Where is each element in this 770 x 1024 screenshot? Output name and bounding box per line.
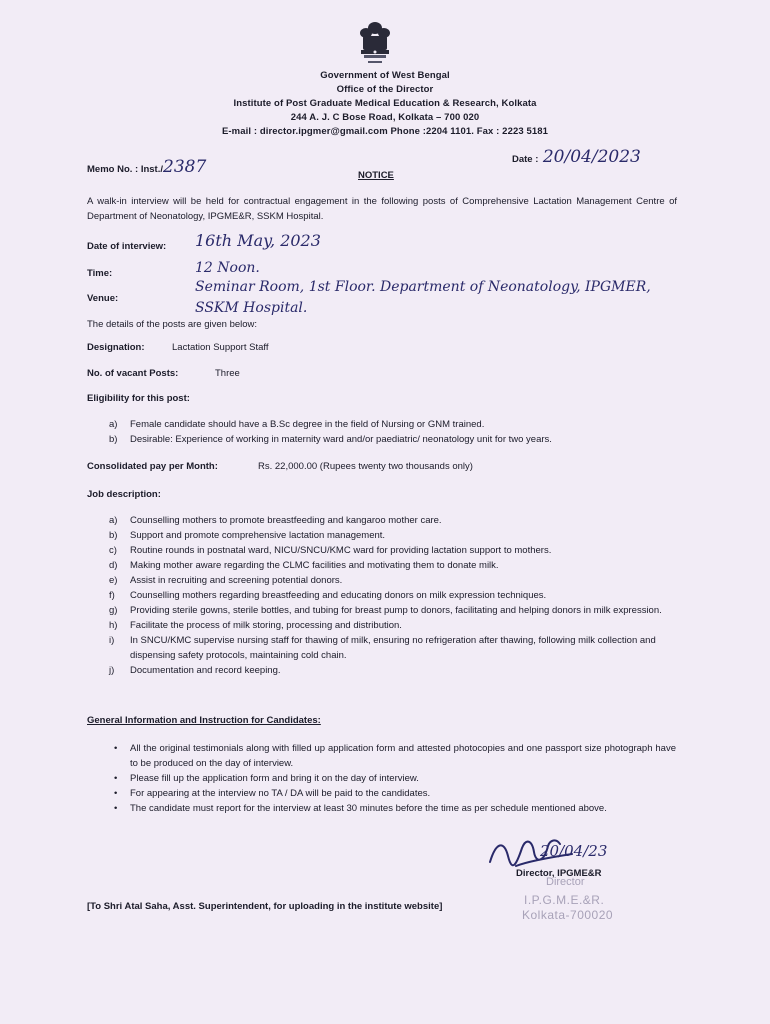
general-list <box>114 741 676 816</box>
list-text: Desirable: Experience of working in maternity ward and/or paediatric/ neonatology unit for two years. <box>130 434 552 445</box>
list-text: Counselling mothers to promote breastfeeding and kangaroo mother care. <box>130 515 442 526</box>
bullet-icon: • <box>114 743 118 754</box>
list-item <box>109 588 678 603</box>
job-heading: Job description: <box>87 489 161 500</box>
stamp-line-city: Kolkata-700020 <box>522 908 614 922</box>
list-text: Assist in recruiting and screening potential donors. <box>130 575 343 586</box>
list-marker: i) <box>109 635 115 646</box>
list-item <box>109 543 678 558</box>
list-text: Support and promote comprehensive lactation management. <box>130 530 386 541</box>
list-text: All the original testimonials along with filled up application form and attested photocopies and one passport size photograph have to be produced on the day of interview. <box>130 743 676 769</box>
job-list <box>109 513 678 678</box>
header-address: 244 A. J. C Bose Road, Kolkata – 700 020 <box>290 112 480 123</box>
list-marker: e) <box>109 575 118 586</box>
list-item <box>109 558 678 573</box>
eligibility-list <box>109 417 690 447</box>
general-heading: General Information and Instruction for Candidates: <box>87 715 321 726</box>
list-item <box>109 573 678 588</box>
memo-line <box>87 157 206 177</box>
list-item <box>114 771 676 786</box>
bullet-icon: • <box>114 773 118 784</box>
header-institute: Institute of Post Graduate Medical Education & Research, Kolkata <box>233 98 537 109</box>
designation-label: Designation: <box>87 342 145 353</box>
list-marker: g) <box>109 605 118 616</box>
list-text: Counselling mothers regarding breastfeeding and educating donors on milk expression techniques. <box>130 590 547 601</box>
list-item <box>109 417 690 432</box>
list-text: For appearing at the interview no TA / DA will be paid to the candidates. <box>130 788 431 799</box>
bullet-icon: • <box>114 788 118 799</box>
list-item <box>109 528 678 543</box>
list-item <box>114 786 676 801</box>
date-label: Date : <box>512 154 539 165</box>
bullet-icon: • <box>114 803 118 814</box>
list-item <box>109 618 678 633</box>
intro-paragraph: A walk-in interview will be held for contractual engagement in the following posts of Comprehensive Lactation Management Centre of Department of Neonatology, IPGME&R, SSKM Hospital. <box>87 196 677 222</box>
list-item <box>109 432 690 447</box>
vacancies-value: Three <box>215 368 240 379</box>
list-marker: b) <box>109 434 118 445</box>
venue-line1: Seminar Room, 1st Floor. Department of Neonatology, IPGMER, <box>195 279 651 295</box>
date-value: 20/04/2023 <box>542 147 641 167</box>
header-office: Office of the Director <box>336 84 434 95</box>
list-item <box>109 603 678 618</box>
list-text: Facilitate the process of milk storing, processing and distribution. <box>130 620 402 631</box>
interview-date-value: 16th May, 2023 <box>195 231 321 250</box>
list-text: Documentation and record keeping. <box>130 665 281 676</box>
date-line <box>512 147 641 167</box>
list-text: Routine rounds in postnatal ward, NICU/SNCU/KMC ward for providing lactation support to mothers. <box>130 545 552 556</box>
stamp-line-director: Director <box>546 876 585 888</box>
list-marker: b) <box>109 530 118 541</box>
vacancies-label: No. of vacant Posts: <box>87 368 179 379</box>
interview-time-value: 12 Noon. <box>195 260 260 276</box>
list-item <box>114 741 676 771</box>
list-item <box>109 513 678 528</box>
header-government: Government of West Bengal <box>320 70 450 81</box>
state-emblem-icon <box>354 18 396 68</box>
details-intro: The details of the posts are given below: <box>87 319 258 330</box>
list-marker: c) <box>109 545 117 556</box>
header-contact: E-mail : director.ipgmer@gmail.com Phone :2204 1101. Fax : 2223 5181 <box>221 126 548 137</box>
list-item <box>109 633 678 663</box>
stamp-line-institute: I.P.G.M.E.&R. <box>524 893 605 907</box>
memo-label: Memo No. : Inst./ <box>87 164 163 175</box>
signature-date: 20/04/23 <box>540 842 608 860</box>
list-marker: d) <box>109 560 118 571</box>
venue-line2: SSKM Hospital. <box>195 300 308 316</box>
venue-label: Venue: <box>87 293 119 304</box>
interview-time-label: Time: <box>87 268 113 279</box>
list-marker: j) <box>109 665 115 676</box>
list-item <box>114 801 676 816</box>
list-text: Female candidate should have a B.Sc degree in the field of Nursing or GNM trained. <box>130 419 485 430</box>
memo-number: 2387 <box>163 157 207 177</box>
list-text: Making mother aware regarding the CLMC facilities and motivating them to donate milk. <box>130 560 499 571</box>
pay-label: Consolidated pay per Month: <box>87 461 218 472</box>
list-marker: h) <box>109 620 118 631</box>
list-marker: a) <box>109 419 118 430</box>
list-marker: a) <box>109 515 118 526</box>
pay-value: Rs. 22,000.00 (Rupees twenty two thousands only) <box>258 461 473 472</box>
signatory-designation: Director, IPGME&R <box>516 868 602 879</box>
list-text: Please fill up the application form and bring it on the day of interview. <box>130 773 419 784</box>
list-item <box>109 663 678 678</box>
designation-value: Lactation Support Staff <box>172 342 269 353</box>
list-marker: f) <box>109 590 115 601</box>
list-text: In SNCU/KMC supervise nursing staff for thawing of milk, ensuring no refrigeration after thawing, following milk collection and dispensing safety protocols, maintaining cold chain. <box>130 635 656 661</box>
notice-title: NOTICE <box>358 170 394 181</box>
list-text: The candidate must report for the interview at least 30 minutes before the time as per schedule mentioned above. <box>130 803 607 814</box>
eligibility-heading: Eligibility for this post: <box>87 393 190 404</box>
list-text: Providing sterile gowns, sterile bottles, and tubing for breast pump to donors, facilitating and helping donors in milk expression. <box>130 605 662 616</box>
interview-date-label: Date of interview: <box>87 241 167 252</box>
footer-note: [To Shri Atal Saha, Asst. Superintendent, for uploading in the institute website] <box>87 901 443 912</box>
